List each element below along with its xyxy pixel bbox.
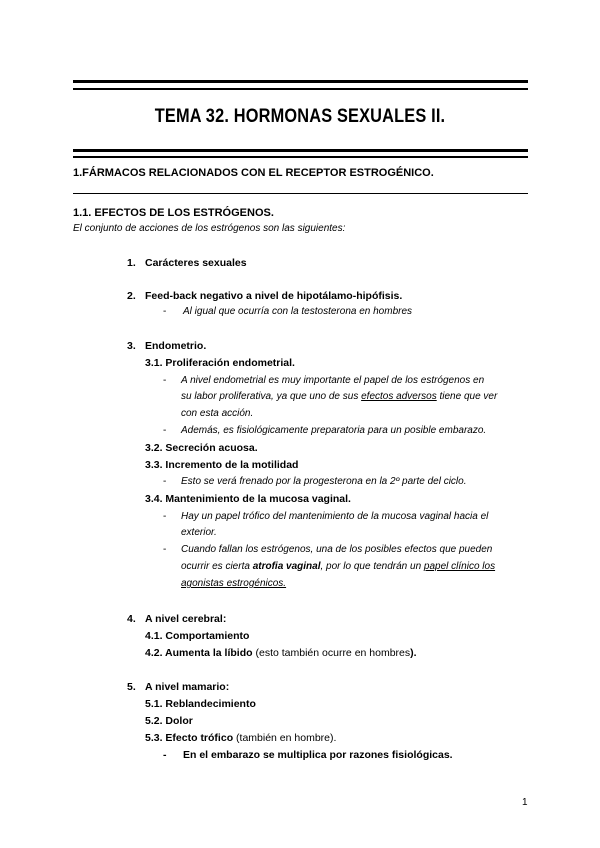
- bullet-dash: -: [163, 476, 167, 487]
- subitem-label: 5.2. Dolor: [145, 715, 193, 727]
- bullet-text: Cuando fallan los estrógenos, una de los posibles efectos que pueden: [181, 544, 493, 555]
- subitem-label: 3.3. Incremento de la motilidad: [145, 459, 299, 471]
- item-number: 5.: [127, 681, 136, 693]
- subitem-label: 5.1. Reblandecimiento: [145, 698, 256, 710]
- title-rule-thin: [73, 156, 528, 158]
- intro-text: El conjunto de acciones de los estrógenos son las siguientes:: [73, 223, 346, 234]
- item-label: Carácteres sexuales: [145, 257, 247, 269]
- subitem-label: 5.3. Efecto trófico (también en hombre).: [145, 732, 337, 744]
- item-label: A nivel cerebral:: [145, 613, 227, 625]
- bullet-dash: -: [163, 425, 167, 436]
- subitem-label: 4.2. Aumenta la líbido (esto también ocurre en hombres).: [145, 647, 417, 659]
- top-rule-thick: [73, 80, 528, 83]
- bullet-text: Al igual que ocurría con la testosterona en hombres: [183, 306, 413, 317]
- subitem-label: 3.2. Secreción acuosa.: [145, 442, 258, 454]
- title-rule-thick: [73, 149, 528, 152]
- item-label: Feed-back negativo a nivel de hipotálamo-hipófisis.: [145, 290, 403, 302]
- subitem-label: 4.1. Comportamiento: [145, 630, 250, 642]
- item-label: A nivel mamario:: [145, 681, 230, 693]
- bullet-text: exterior.: [181, 527, 217, 538]
- bullet-text: A nivel endometrial es muy importante el papel de los estrógenos en: [181, 375, 485, 386]
- item-number: 1.: [127, 257, 136, 269]
- bullet-text: con esta acción.: [181, 408, 254, 419]
- bullet-text: agonistas estrogénicos.: [181, 578, 287, 589]
- item-number: 4.: [127, 613, 136, 625]
- bullet-dash: -: [163, 511, 167, 522]
- section-rule: [73, 193, 528, 194]
- page-title: TEMA 32. HORMONAS SEXUALES II.: [154, 106, 446, 127]
- bullet-text: Hay un papel trófico del mantenimiento de la mucosa vaginal hacia el: [181, 511, 489, 522]
- top-rule-thin: [73, 88, 528, 90]
- bullet-dash: -: [163, 544, 167, 555]
- bullet-text: ocurrir es cierta atrofia vaginal, por lo que tendrán un papel clínico los: [181, 561, 496, 572]
- item-number: 3.: [127, 340, 136, 352]
- subitem-label: 3.4. Mantenimiento de la mucosa vaginal.: [145, 493, 351, 505]
- bullet-text: Además, es fisiológicamente preparatoria para un posible embarazo.: [181, 425, 487, 436]
- item-number: 2.: [127, 290, 136, 302]
- bullet-dash: -: [163, 375, 167, 386]
- subitem-label: 3.1. Proliferación endometrial.: [145, 357, 295, 369]
- bullet-text: su labor proliferativa, ya que uno de sus efectos adversos tiene que ver: [181, 391, 498, 402]
- item-label: Endometrio.: [145, 340, 207, 352]
- subsection-heading: 1.1. EFECTOS DE LOS ESTRÓGENOS.: [73, 207, 274, 219]
- bullet-text: Esto se verá frenado por la progesterona en la 2º parte del ciclo.: [181, 476, 467, 487]
- bullet-dash: -: [163, 749, 167, 761]
- page-number: 1: [522, 797, 528, 808]
- bullet-text: En el embarazo se multiplica por razones fisiológicas.: [183, 749, 453, 761]
- bullet-dash: -: [163, 306, 167, 317]
- section-heading: 1.FÁRMACOS RELACIONADOS CON EL RECEPTOR ESTROGÉNICO.: [73, 167, 434, 179]
